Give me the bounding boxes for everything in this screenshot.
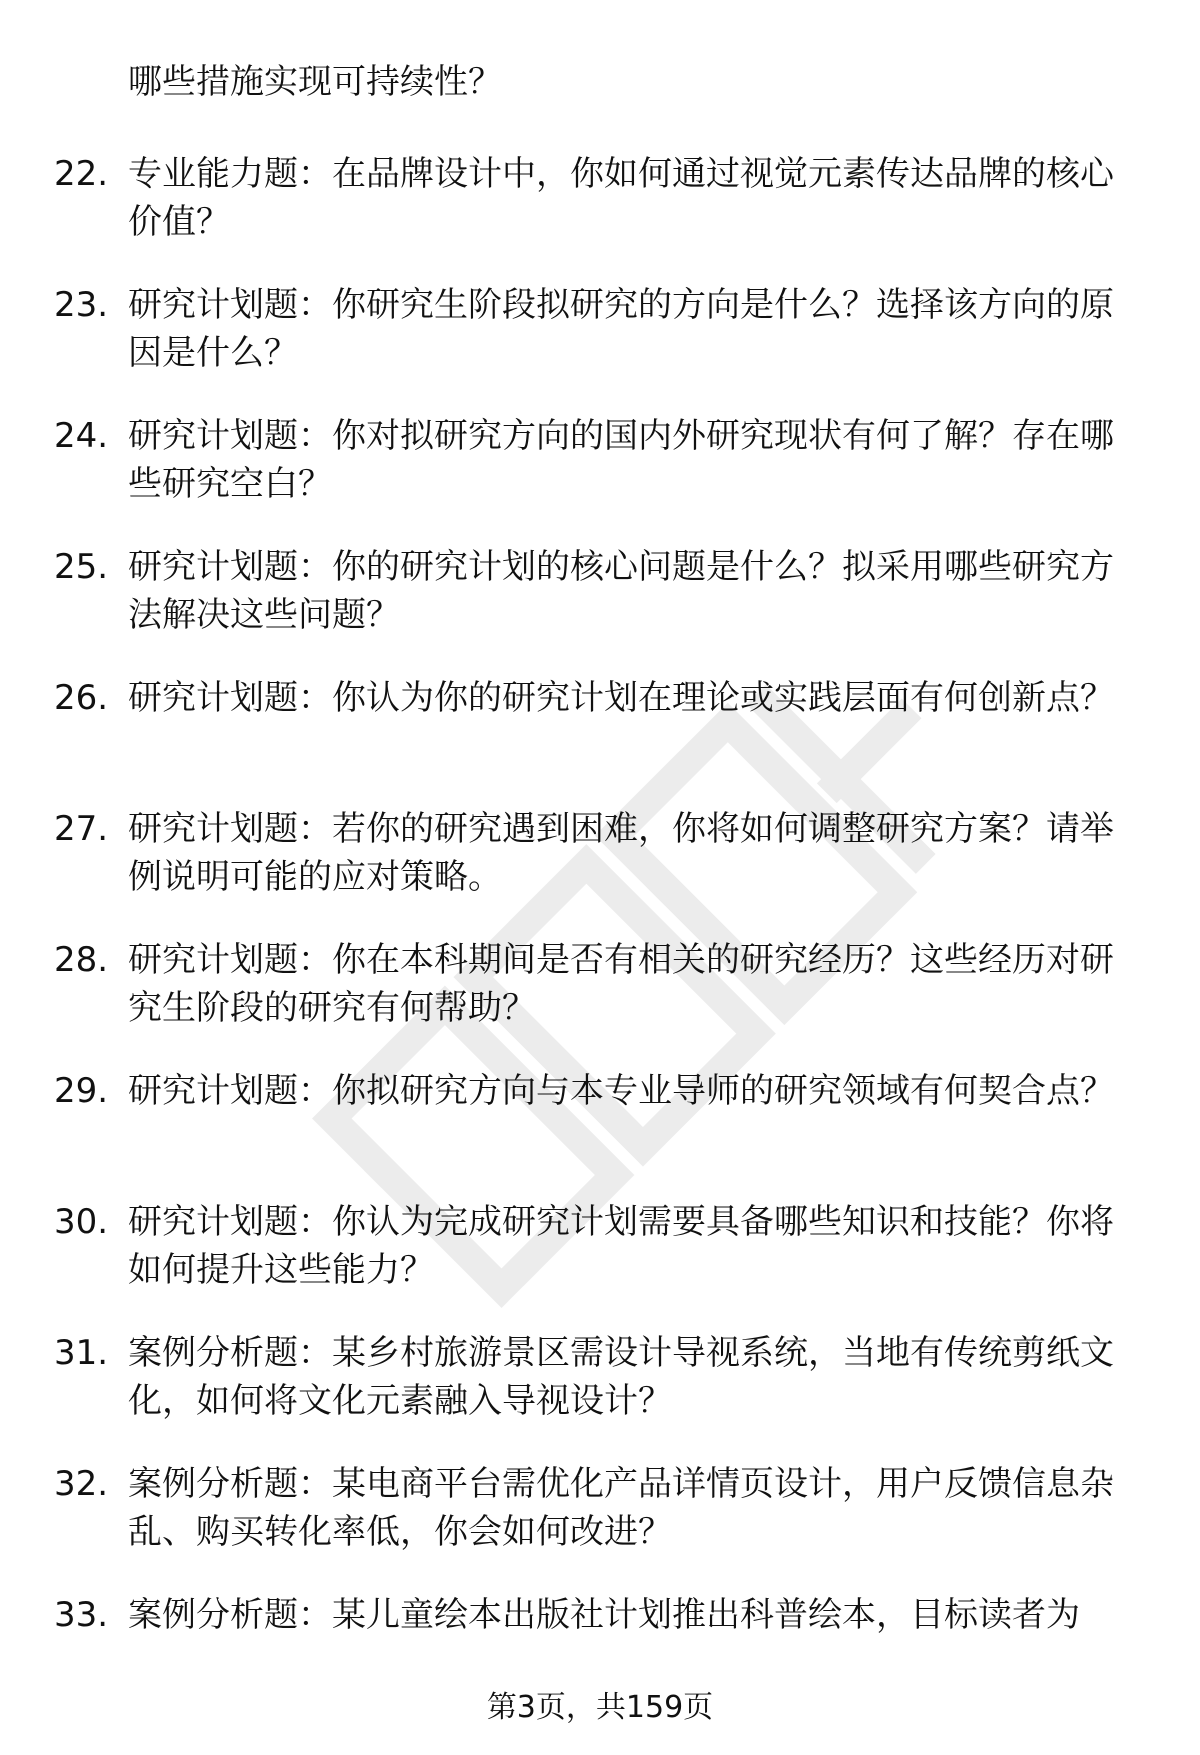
- question-text: 研究计划题：你的研究计划的核心问题是什么？拟采用哪些研究方法解决这些问题？: [128, 547, 1114, 635]
- question-text: 研究计划题：你认为你的研究计划在理论或实践层面有何创新点？: [128, 678, 1114, 718]
- question-number: 26.: [54, 678, 109, 718]
- question-list: [0, 150, 1200, 1722]
- question-item: [0, 543, 1200, 674]
- question-number: 32.: [54, 1464, 109, 1504]
- question-item: [0, 281, 1200, 412]
- question-number: 25.: [54, 547, 109, 587]
- page-number-footer: 第3页，共159页: [486, 1690, 714, 1725]
- question-text: 案例分析题：某乡村旅游景区需设计导视系统，当地有传统剪纸文化，如何将文化元素融入导视设计？: [128, 1333, 1114, 1421]
- question-item: [0, 936, 1200, 1067]
- question-item: [0, 1329, 1200, 1460]
- question-number: 24.: [54, 416, 109, 456]
- question-text: 研究计划题：你认为完成研究计划需要具备哪些知识和技能？你将如何提升这些能力？: [128, 1202, 1114, 1290]
- question-number: 28.: [54, 940, 109, 980]
- question-text: 研究计划题：若你的研究遇到困难，你将如何调整研究方案？请举例说明可能的应对策略。: [128, 809, 1114, 897]
- question-text: 研究计划题：你研究生阶段拟研究的方向是什么？选择该方向的原因是什么？: [128, 285, 1114, 373]
- question-number: 29.: [54, 1071, 109, 1111]
- question-text: 案例分析题：某电商平台需优化产品详情页设计，用户反馈信息杂乱、购买转化率低，你会如何改进？: [128, 1464, 1114, 1552]
- question-number: 27.: [54, 809, 109, 849]
- question-item: [0, 412, 1200, 543]
- question-item: [0, 150, 1200, 281]
- continued-question-text: 哪些措施实现可持续性？: [128, 62, 502, 102]
- question-number: 23.: [54, 285, 109, 325]
- question-item: [0, 674, 1200, 805]
- question-text: 研究计划题：你拟研究方向与本专业导师的研究领域有何契合点？: [128, 1071, 1114, 1111]
- question-text: 研究计划题：你对拟研究方向的国内外研究现状有何了解？存在哪些研究空白？: [128, 416, 1114, 504]
- question-text: 专业能力题：在品牌设计中，你如何通过视觉元素传达品牌的核心价值？: [128, 154, 1114, 242]
- question-item: [0, 1198, 1200, 1329]
- question-number: 33.: [54, 1595, 109, 1635]
- question-item: [0, 805, 1200, 936]
- question-number: 31.: [54, 1333, 109, 1373]
- question-number: 30.: [54, 1202, 109, 1242]
- question-item: [0, 1460, 1200, 1591]
- question-text: 研究计划题：你在本科期间是否有相关的研究经历？这些经历对研究生阶段的研究有何帮助？: [128, 940, 1114, 1028]
- question-text: 案例分析题：某儿童绘本出版社计划推出科普绘本，目标读者为: [128, 1595, 1080, 1635]
- question-item: [0, 1067, 1200, 1198]
- question-number: 22.: [54, 154, 109, 194]
